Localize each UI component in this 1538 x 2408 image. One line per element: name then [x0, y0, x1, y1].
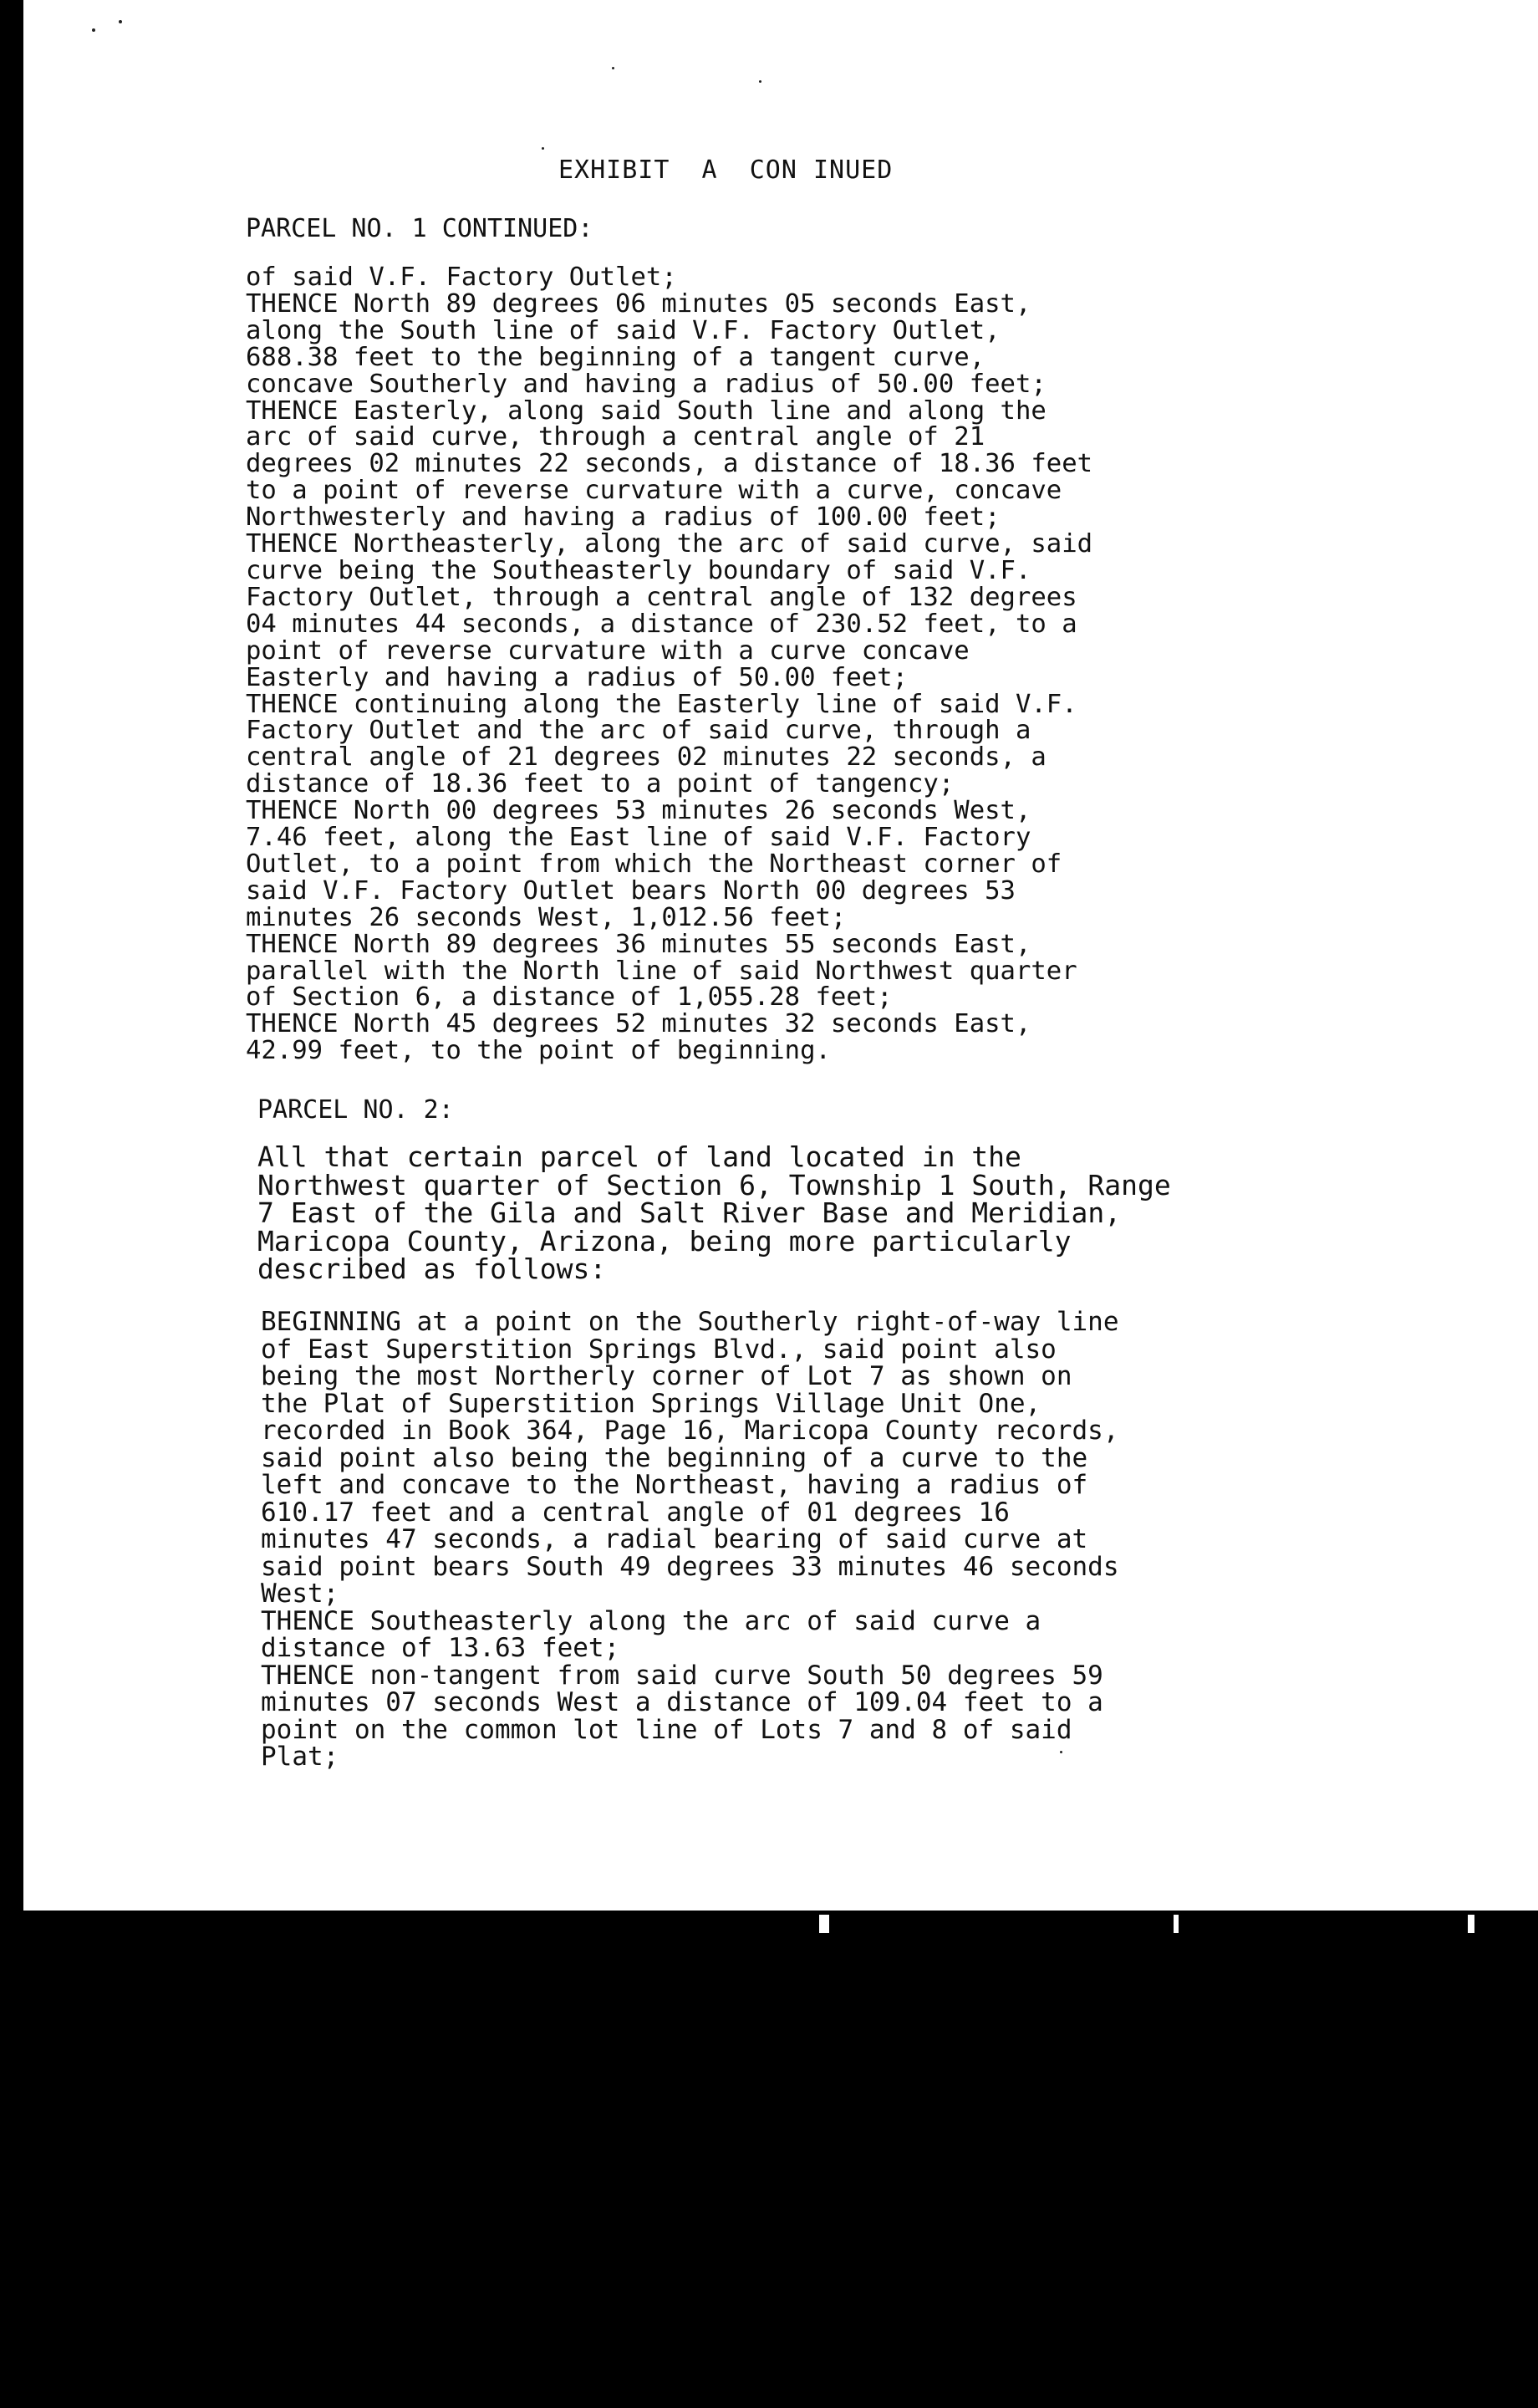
- scan-edge-noise: [1468, 1915, 1474, 1933]
- parcel-2-label: PARCEL NO. 2:: [257, 1095, 454, 1125]
- exhibit-heading: EXHIBIT A CON INUED: [558, 156, 894, 185]
- parcel-1-label: PARCEL NO. 1 CONTINUED:: [246, 214, 593, 243]
- scan-black-border: [0, 1911, 1538, 2408]
- scan-speck: [119, 20, 122, 23]
- parcel-2-intro: All that certain parcel of land located in the Northwest quarter of Section 6, Township 1 South, Range 7 East of the Gila and Salt River Base and Meridian, Maricopa County, Arizona, being more particularly described as follows:: [257, 1140, 1171, 1285]
- parcel-1-text: of said V.F. Factory Outlet; THENCE North 89 degrees 06 minutes 05 seconds East, along the South line of said V.F. Factory Outlet, 688.38 feet to the beginning of a tangent curve, concave Southerly and having a radius of 50.00 feet; THENCE Easterly, along said South line and along the arc of said curve, through a central angle of 21 degrees 02 minutes 22 seconds, a distance of 18.36 feet to a point of reverse curvature with a curve, concave Northwesterly and having a radius of 100.00 feet; THENCE Northeasterly, along the arc of said curve, said curve being the Southeasterly boundary of said V.F. Factory Outlet, through a central angle of 132 degrees 04 minutes 44 seconds, a distance of 230.52 feet, to a point of reverse curvature with a curve concave Easterly and having a radius of 50.00 feet; THENCE continuing along the Easterly line of said V.F. Factory Outlet and the arc of said curve, through a central angle of 21 degrees 02 minutes 22 seconds, a distance of 18.36 feet to a point of tangency; THENCE North 00 degrees 53 minutes 26 seconds West, 7.46 feet, along the East line of said V.F. Factory Outlet, to a point from which the Northeast corner of said V.F. Factory Outlet bears North 00 degrees 53 minutes 26 seconds West, 1,012.56 feet; THENCE North 89 degrees 36 minutes 55 seconds East, parallel with the North line of said Northwest quarter of Section 6, a distance of 1,055.28 feet; THENCE North 45 degrees 52 minutes 32 seconds East, 42.99 feet, to the point of beginning.: [246, 263, 1093, 1066]
- scan-edge-noise: [819, 1915, 829, 1933]
- scan-edge-noise: [1174, 1915, 1179, 1933]
- scan-speck: [92, 28, 95, 32]
- scan-speck: [612, 67, 614, 69]
- scan-speck: [542, 147, 544, 150]
- scan-speck: [759, 80, 761, 83]
- parcel-2-description: BEGINNING at a point on the Southerly right-of-way line of East Superstition Springs Blvd., said point also being the most Northerly corner of Lot 7 as shown on the Plat of Superstition Springs Village Unit One, recorded in Book 364, Page 16, Maricopa County records, said point also being the beginning of a curve to the left and concave to the Northeast, having a radius of 610.17 feet and a central angle of 01 degrees 16 minutes 47 seconds, a radial bearing of said curve at said point bears South 49 degrees 33 minutes 46 seconds West; THENCE Southeasterly along the arc of said curve a distance of 13.63 feet; THENCE non-tangent from said curve South 50 degrees 59 minutes 07 seconds West a distance of 109.04 feet to a point on the common lot line of Lots 7 and 8 of said Plat;: [261, 1307, 1119, 1772]
- document-page: [23, 0, 1538, 1923]
